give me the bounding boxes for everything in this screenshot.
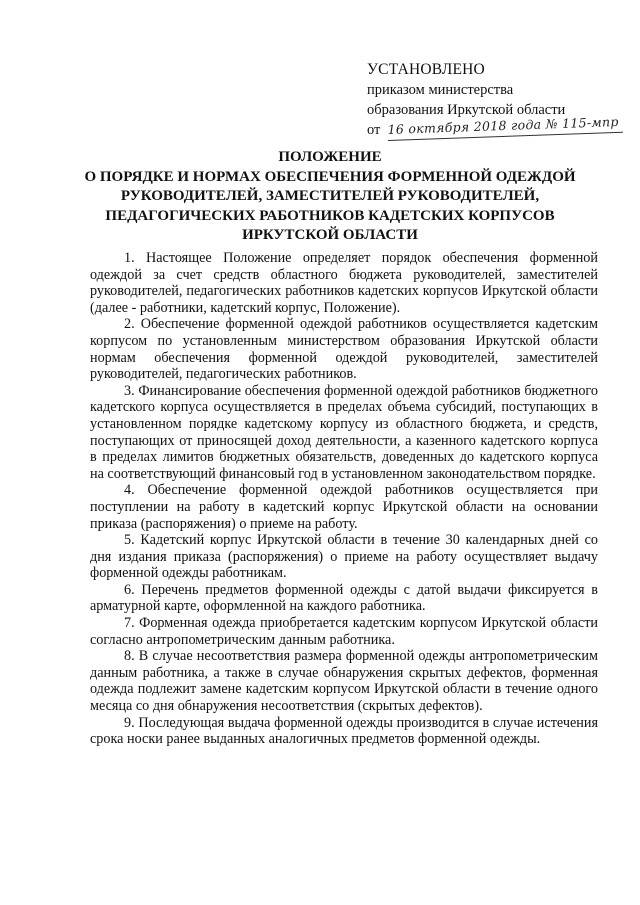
- paragraph-6: 6. Перечень предметов форменной одежды с датой выдачи фиксируется в арматурной карте, оформленной на каждого работника.: [90, 581, 598, 615]
- title-line-5: ИРКУТСКОЙ ОБЛАСТИ: [242, 227, 418, 244]
- approval-heading: УСТАНОВЛЕНО: [367, 61, 485, 78]
- document-title: [60, 148, 600, 246]
- paragraph-3: 3. Финансирование обеспечения форменной одеждой работников бюджетного кадетского корпуса осуществляется в пределах объема субсидий, поступающих в установленном порядке кадетскому корпусу из областного бюджета, и средств, поступающих от приносящей доход деятельности, а казенного кадетского корпуса в пределах лимитов бюджетных обязательств, доведенных до кадетского корпуса на соответствующий финансовый год в установленном законодательством порядке.: [90, 382, 598, 482]
- handwritten-date-number: 16 октября 2018 года № 115-мпр: [387, 112, 623, 141]
- document-body: [90, 250, 598, 748]
- paragraph-7: 7. Форменная одежда приобретается кадетским корпусом Иркутской области согласно антропометрическим данным работника.: [90, 615, 598, 648]
- title-line-2: О ПОРЯДКЕ И НОРМАХ ОБЕСПЕЧЕНИЯ ФОРМЕННОЙ ОДЕЖДОЙ: [84, 168, 576, 185]
- approval-block: [367, 60, 627, 141]
- approval-date-line: [367, 113, 627, 141]
- title-line-1: ПОЛОЖЕНИЕ: [278, 149, 382, 165]
- paragraph-4: 4. Обеспечение форменной одеждой работников осуществляется при поступлении на работу в кадетский корпус Иркутской области на основании приказа (распоряжения) о приеме на работу.: [90, 482, 598, 532]
- approval-ministry-line: образования Иркутской области: [367, 102, 566, 118]
- paragraph-5: 5. Кадетский корпус Иркутской области в течение 30 календарных дней со дня издания приказа (распоряжения) о приеме на работу осуществляет выдачу форменной одежды работникам.: [90, 532, 598, 582]
- title-line-4: ПЕДАГОГИЧЕСКИХ РАБОТНИКОВ КАДЕТСКИХ КОРПУСОВ: [105, 207, 555, 224]
- paragraph-8: 8. В случае несоответствия размера форменной одежды антропометрическим данным работника, а также в случае обнаружения скрытых дефектов, форменная одежда подлежит замене кадетским корпусом Иркутской области в течение одного месяца со дня обнаружения несоответствия (скрытых дефектов).: [90, 648, 598, 715]
- paragraph-1: 1. Настоящее Положение определяет порядок обеспечения форменной одеждой за счет средств областного бюджета руководителей, заместителей руководителей, педагогических работников кадетских корпусов Иркутской области (далее - работники, кадетский корпус, Положение).: [90, 250, 598, 316]
- approval-order-line: приказом министерства: [367, 82, 514, 98]
- title-line-3: РУКОВОДИТЕЛЕЙ, ЗАМЕСТИТЕЛЕЙ РУКОВОДИТЕЛЕЙ,: [120, 188, 540, 205]
- approval-ot-label: от: [367, 122, 381, 138]
- paragraph-9: 9. Последующая выдача форменной одежды производится в случае истечения срока носки ранее выданных аналогичных предметов форменной одежды.: [90, 714, 598, 748]
- paragraph-2: 2. Обеспечение форменной одеждой работников осуществляется кадетским корпусом по установленным министерством образования Иркутской области нормам обеспечения форменной одеждой руководителей, заместителей руководителей, педагогических работников.: [90, 316, 598, 383]
